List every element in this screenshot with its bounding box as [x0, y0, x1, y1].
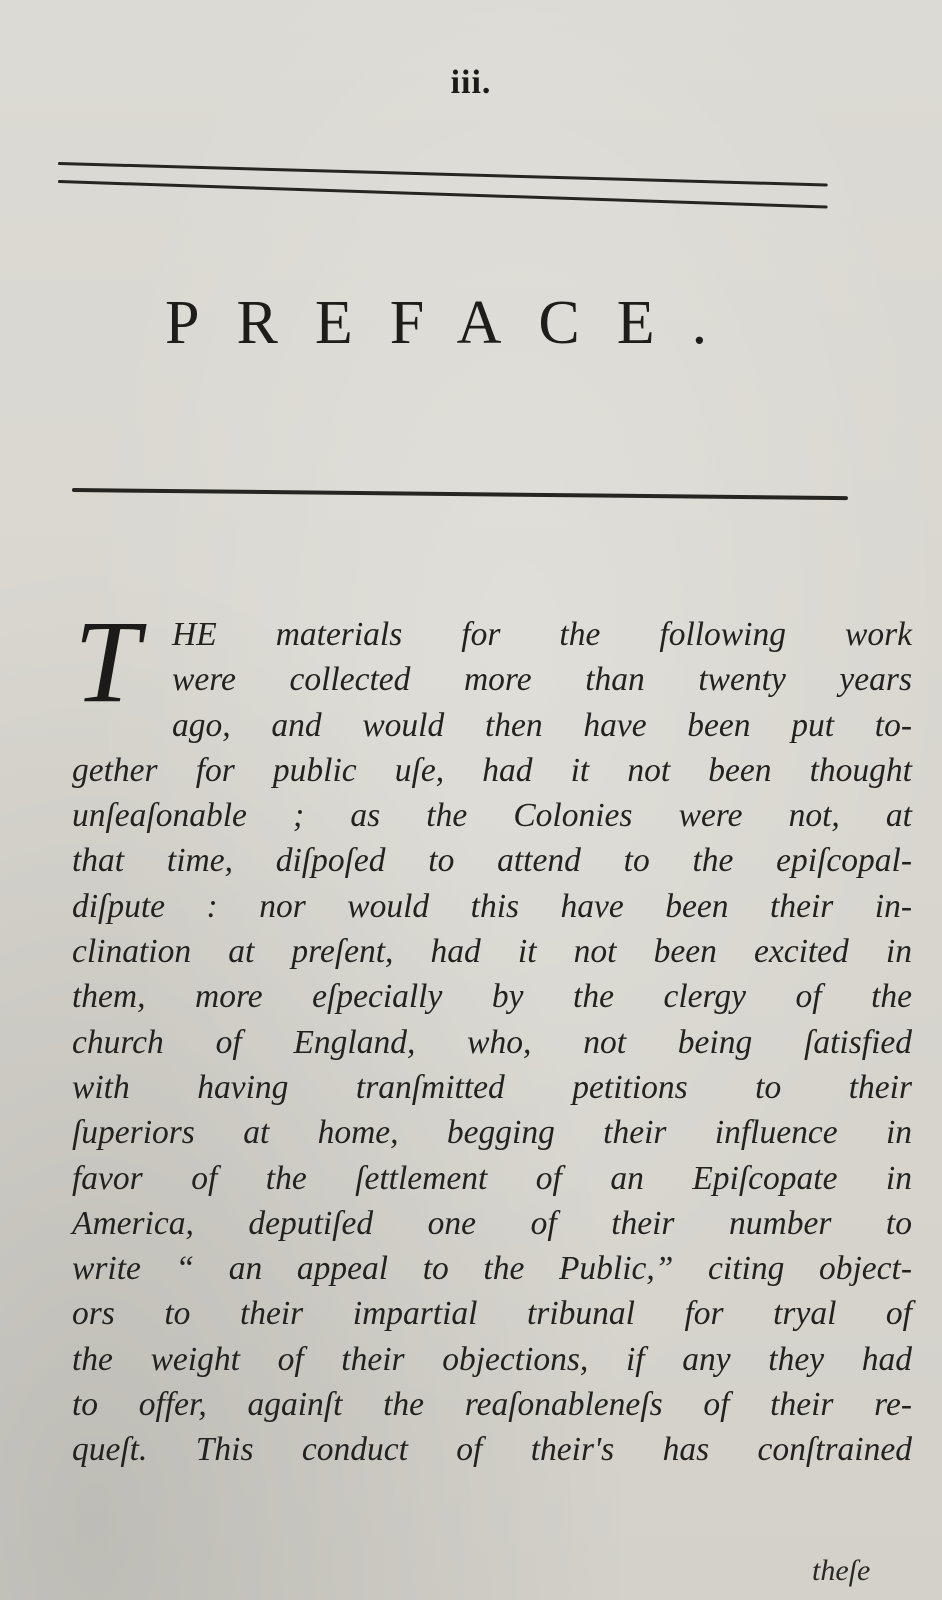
- preface-heading: PREFACE.: [165, 289, 745, 357]
- text-line: unſeaſonable ; as the Colonies were not, at: [72, 797, 912, 835]
- heading-rule: [72, 488, 848, 500]
- text-line: diſpute : nor would this have been their in-: [72, 887, 912, 925]
- text-line: that time, diſpoſed to attend to the epiſcopal-: [72, 842, 912, 880]
- text-line: favor of the ſettlement of an Epiſcopate in: [72, 1159, 912, 1197]
- text-line: ſuperiors at home, begging their influence in: [72, 1114, 912, 1152]
- text-line: ago, and would then have been put to-: [172, 706, 912, 744]
- drop-cap: T: [74, 596, 140, 727]
- text-line: were collected more than twenty years: [172, 661, 912, 699]
- double-rule-top: [58, 162, 828, 186]
- text-line: gether for public uſe, had it not been thought: [72, 751, 912, 789]
- page-number: iii.: [450, 64, 492, 101]
- text-line: ors to their impartial tribunal for tryal of: [72, 1295, 912, 1333]
- text-line: the weight of their objections, if any they had: [72, 1340, 912, 1378]
- text-line: America, deputiſed one of their number to: [72, 1204, 912, 1242]
- text-line: queſt. This conduct of their's has conſtrained: [72, 1431, 912, 1469]
- text-line: with having tranſmitted petitions to their: [72, 1068, 912, 1106]
- double-rule-bottom: [58, 180, 828, 208]
- preface-body: [72, 596, 912, 1473]
- catchword: theſe: [812, 1554, 871, 1587]
- text-line: HE materials for the following work: [172, 616, 912, 653]
- text-line: clination at preſent, had it not been excited in: [72, 933, 912, 971]
- text-line: write “ an appeal to the Public,” citing object-: [72, 1250, 912, 1288]
- text-line: to offer, againſt the reaſonableneſs of their re-: [72, 1386, 912, 1424]
- text-line: them, more eſpecially by the clergy of the: [72, 978, 912, 1016]
- text-line: church of England, who, not being ſatisfied: [72, 1023, 912, 1061]
